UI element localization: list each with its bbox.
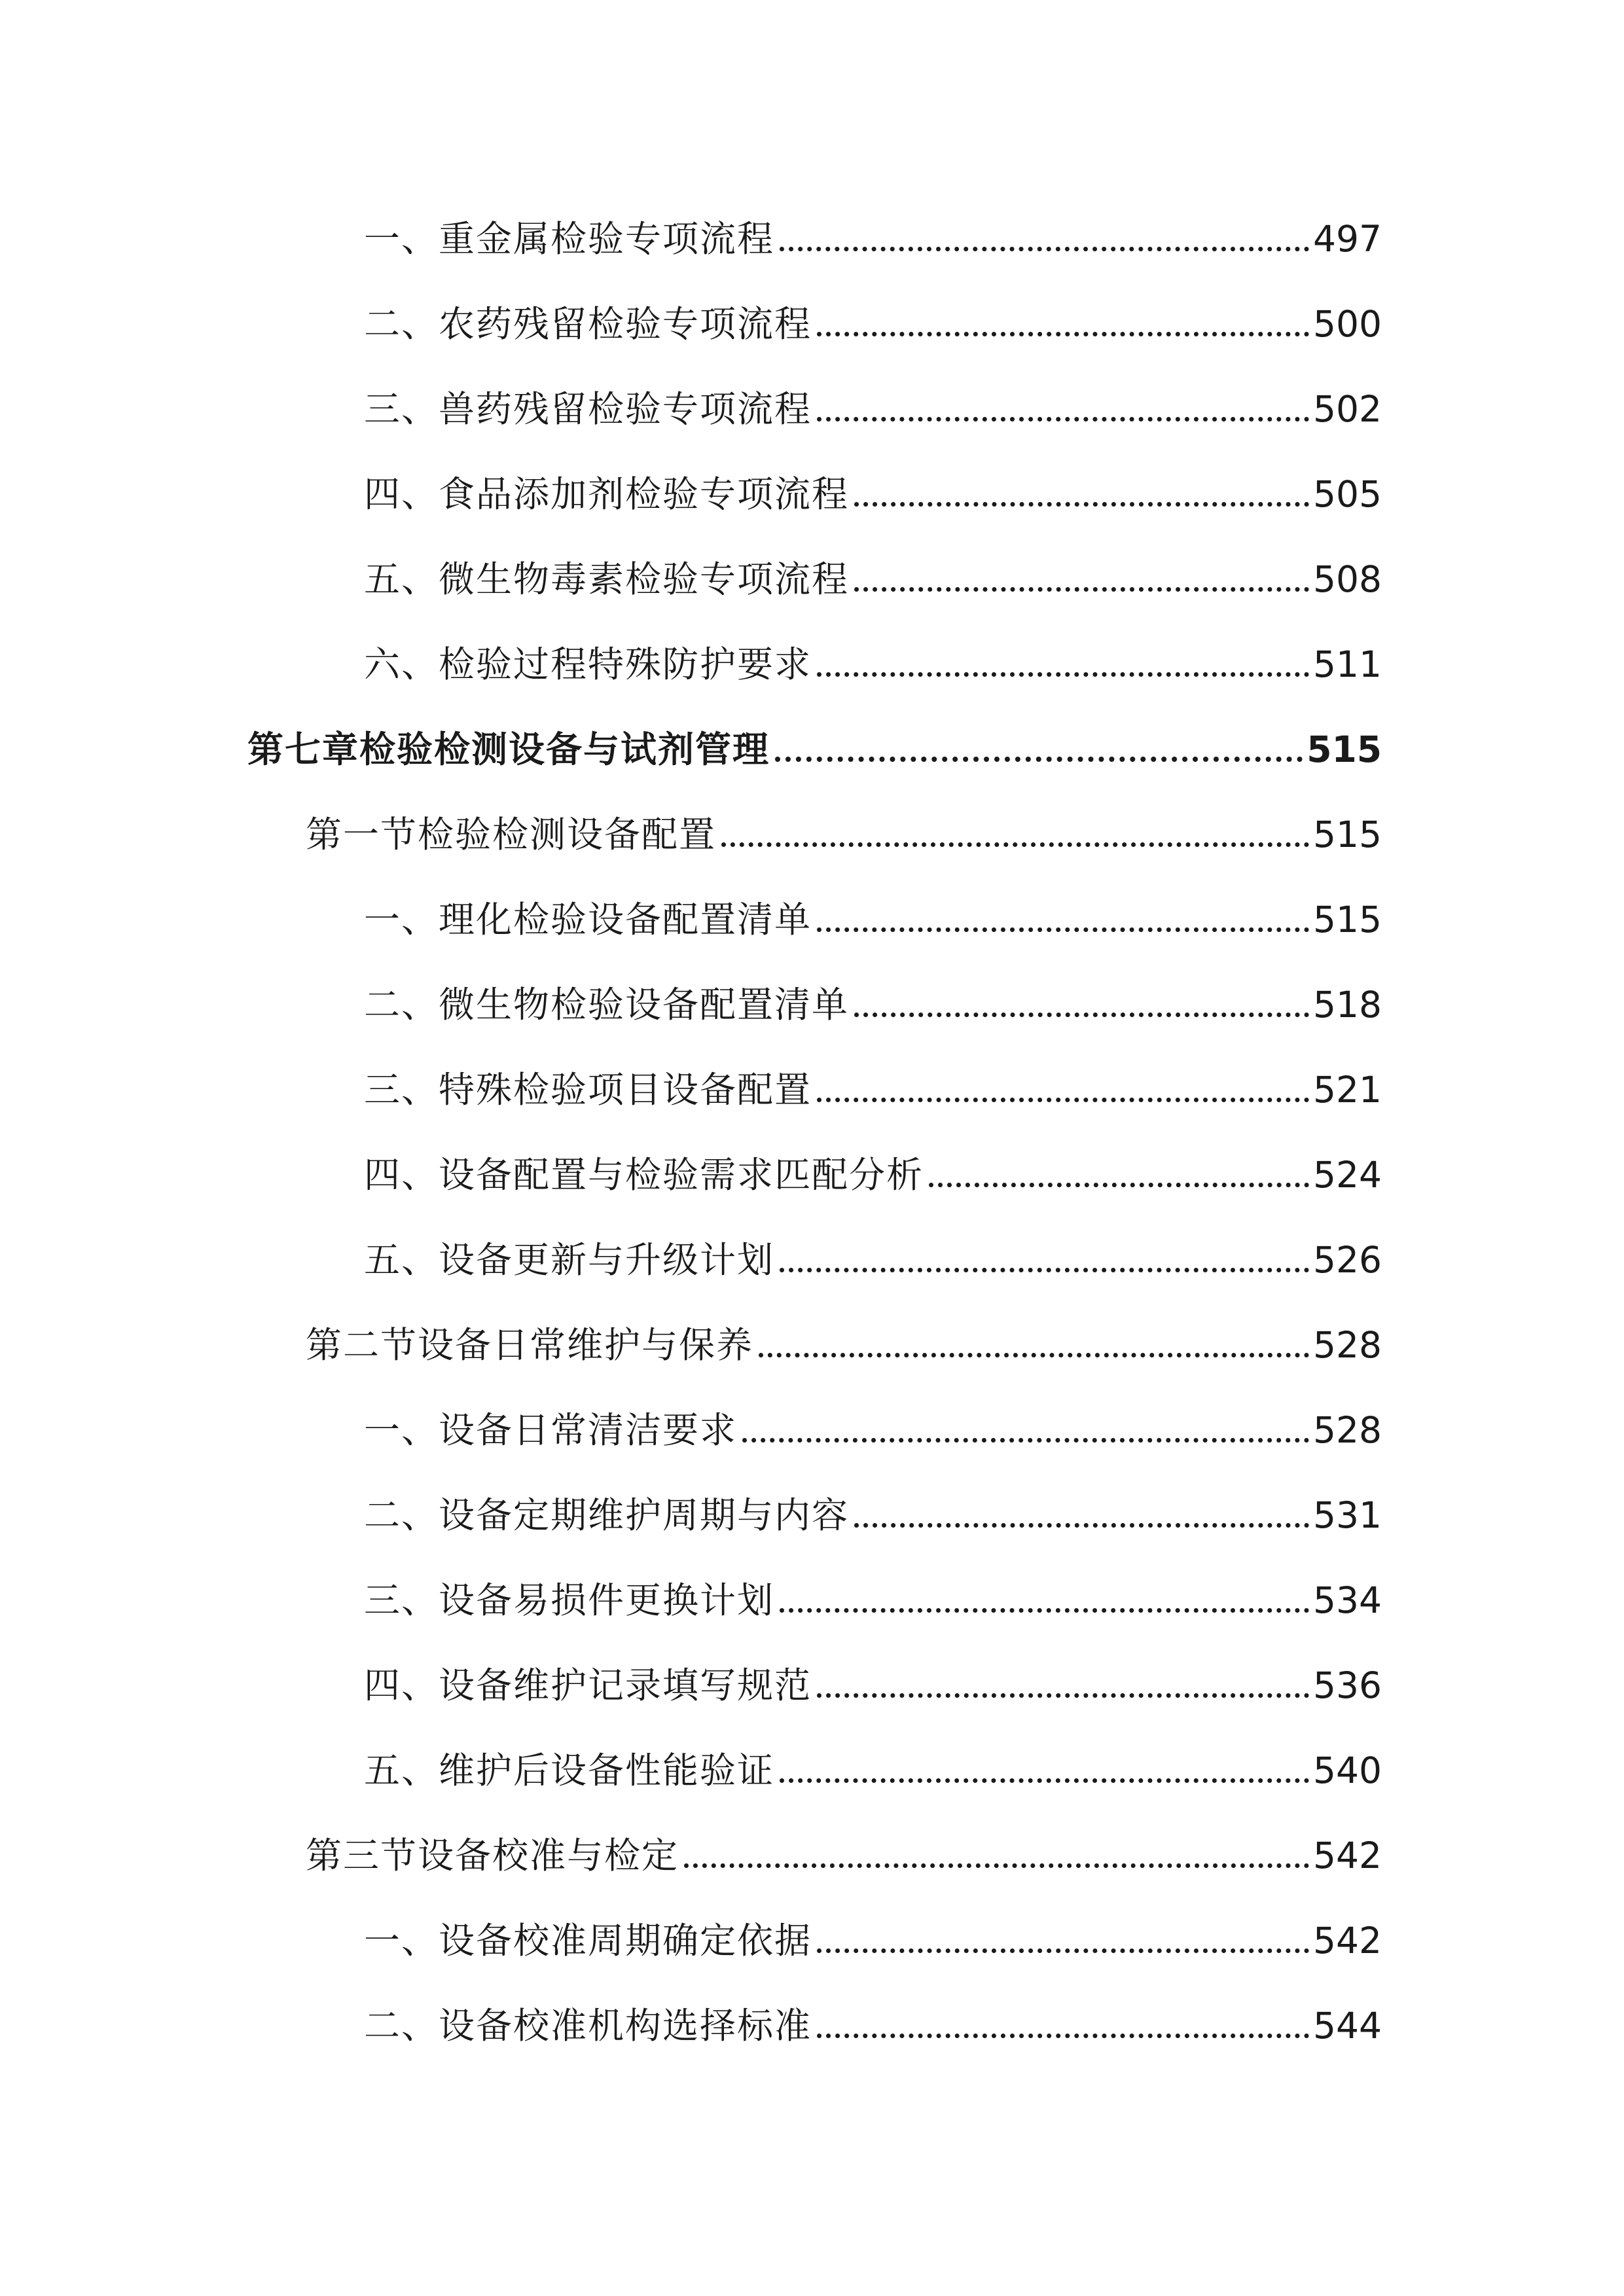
toc-page-number: 540 (1313, 1749, 1382, 1791)
toc-page-number: 528 (1313, 1324, 1382, 1366)
toc-entry[interactable] (364, 1237, 1382, 1283)
toc-entry-title: 六、检验过程特殊防护要求 (364, 643, 812, 685)
dot-leader (684, 1863, 1309, 1868)
dot-leader (854, 1523, 1309, 1528)
toc-entry-title: 二、微生物检验设备配置清单 (364, 984, 850, 1026)
toc-entry-title: 二、设备校准机构选择标准 (364, 2005, 812, 2047)
toc-entry-title: 四、食品添加剂检验专项流程 (364, 473, 850, 515)
toc-entry-title: 五、设备更新与升级计划 (364, 1239, 775, 1281)
toc-page-number: 526 (1313, 1239, 1382, 1281)
toc-entry[interactable] (364, 2003, 1382, 2049)
toc-entry-title: 第七章检验检测设备与试剂管理 (247, 728, 770, 770)
toc-page-number: 544 (1313, 2005, 1382, 2047)
toc-page-number: 515 (1307, 728, 1382, 770)
toc-entry[interactable] (364, 641, 1382, 687)
dot-leader (929, 1183, 1309, 1187)
toc-entry[interactable] (364, 1577, 1382, 1623)
dot-leader (817, 927, 1309, 932)
toc-page-number: 542 (1313, 1920, 1382, 1962)
toc-page-number: 511 (1313, 643, 1382, 685)
toc-entry-title: 三、兽药残留检验专项流程 (364, 388, 812, 430)
toc-entry-title: 四、设备维护记录填写规范 (364, 1664, 812, 1706)
toc-entry[interactable] (364, 556, 1382, 602)
toc-entry-title: 一、设备校准周期确定依据 (364, 1920, 812, 1962)
dot-leader (854, 1013, 1309, 1017)
toc-entry-title: 四、设备配置与检验需求匹配分析 (364, 1154, 924, 1196)
dot-leader (780, 1778, 1309, 1783)
toc-entry-title: 第二节设备日常维护与保养 (306, 1324, 754, 1366)
dot-leader (780, 1608, 1309, 1613)
toc-entry[interactable] (364, 471, 1382, 517)
toc-page-number: 524 (1313, 1154, 1382, 1196)
toc-page-number: 505 (1313, 473, 1382, 515)
toc-section-entry[interactable] (306, 1322, 1382, 1368)
toc-chapter-entry[interactable] (247, 726, 1382, 772)
toc-page-number: 497 (1313, 218, 1382, 260)
toc-page-number: 534 (1313, 1579, 1382, 1621)
toc-page-number: 518 (1313, 984, 1382, 1026)
toc-page-number: 502 (1313, 388, 1382, 430)
toc-entry[interactable] (364, 1662, 1382, 1708)
toc-section-entry[interactable] (306, 1833, 1382, 1878)
toc-entry-title: 三、设备易损件更换计划 (364, 1579, 775, 1621)
dot-leader (817, 672, 1309, 677)
toc-entry[interactable] (364, 1492, 1382, 1538)
toc-page-number: 515 (1313, 899, 1382, 941)
toc-entry-title: 一、设备日常清洁要求 (364, 1409, 738, 1451)
toc-entry[interactable] (364, 301, 1382, 347)
toc-entry-title: 一、理化检验设备配置清单 (364, 899, 812, 941)
toc-entry-title: 第三节设备校准与检定 (306, 1835, 679, 1876)
toc-entry[interactable] (364, 1407, 1382, 1453)
toc-entry[interactable] (364, 216, 1382, 262)
toc-entry[interactable] (364, 982, 1382, 1028)
toc-page-number: 528 (1313, 1409, 1382, 1451)
dot-leader (817, 1098, 1309, 1102)
dot-leader (759, 1353, 1309, 1357)
toc-entry-title: 二、设备定期维护周期与内容 (364, 1494, 850, 1536)
toc-entry[interactable] (364, 897, 1382, 942)
toc-page-number: 536 (1313, 1664, 1382, 1706)
toc-entry[interactable] (364, 1152, 1382, 1198)
toc-entry-title: 五、微生物毒素检验专项流程 (364, 558, 850, 600)
toc-page-number: 542 (1313, 1835, 1382, 1876)
toc-entry-title: 二、农药残留检验专项流程 (364, 303, 812, 345)
dot-leader (817, 332, 1309, 336)
dot-leader (817, 2034, 1309, 2038)
toc-page-number: 515 (1313, 814, 1382, 855)
dot-leader (780, 1268, 1309, 1272)
toc-entry-title: 第一节检验检测设备配置 (306, 814, 717, 855)
toc-entry-title: 三、特殊检验项目设备配置 (364, 1069, 812, 1111)
toc-entry[interactable] (364, 1918, 1382, 1964)
dot-leader (721, 842, 1309, 847)
dot-leader (817, 1693, 1309, 1698)
dot-leader (854, 502, 1309, 507)
toc-page-number: 521 (1313, 1069, 1382, 1111)
toc-entry-title: 一、重金属检验专项流程 (364, 218, 775, 260)
toc-entry[interactable] (364, 1748, 1382, 1793)
dot-leader (742, 1438, 1309, 1443)
dot-leader (817, 1948, 1309, 1953)
toc-entry[interactable] (364, 1067, 1382, 1113)
toc-page-number: 500 (1313, 303, 1382, 345)
toc-page-number: 531 (1313, 1494, 1382, 1536)
dot-leader (854, 587, 1309, 592)
toc-page-number: 508 (1313, 558, 1382, 600)
dot-leader (817, 417, 1309, 422)
dot-leader (775, 757, 1303, 762)
toc-section-entry[interactable] (306, 812, 1382, 857)
toc-entry-title: 五、维护后设备性能验证 (364, 1749, 775, 1791)
dot-leader (780, 247, 1309, 251)
toc-entry[interactable] (364, 386, 1382, 432)
